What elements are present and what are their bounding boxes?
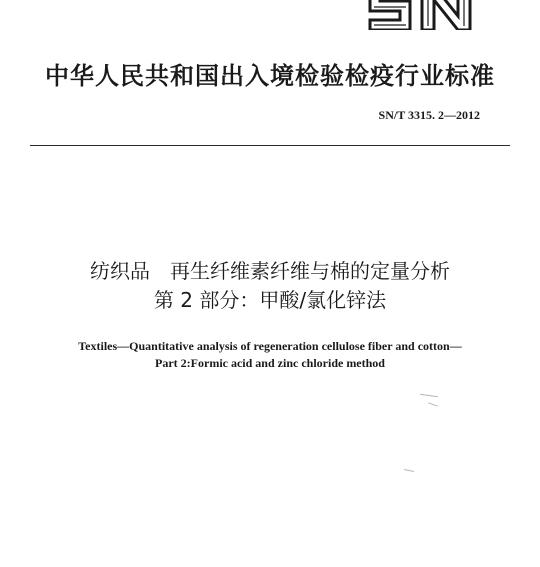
title-english-line1: Textiles—Quantitative analysis of regeneration cellulose fiber and cotton— <box>78 339 462 353</box>
title-english-line2: Part 2:Formic acid and zinc chloride method <box>155 356 385 370</box>
title-chinese-line2: 第 2 部分：甲酸/氯化锌法 <box>153 288 387 312</box>
header-divider <box>30 145 510 146</box>
standard-number: SN/T 3315. 2—2012 <box>378 108 480 122</box>
sn-logo-s-letter <box>364 0 416 30</box>
sn-logo <box>364 0 474 30</box>
title-chinese-line1: 纺织品 再生纤维素纤维与棉的定量分析 <box>90 259 450 283</box>
scan-speck <box>420 394 438 397</box>
scan-speck <box>404 469 414 472</box>
sn-logo-n-letter <box>418 0 474 30</box>
issuing-authority: 中华人民共和国出入境检验检疫行业标准 <box>45 62 495 90</box>
scan-speck <box>428 402 438 406</box>
